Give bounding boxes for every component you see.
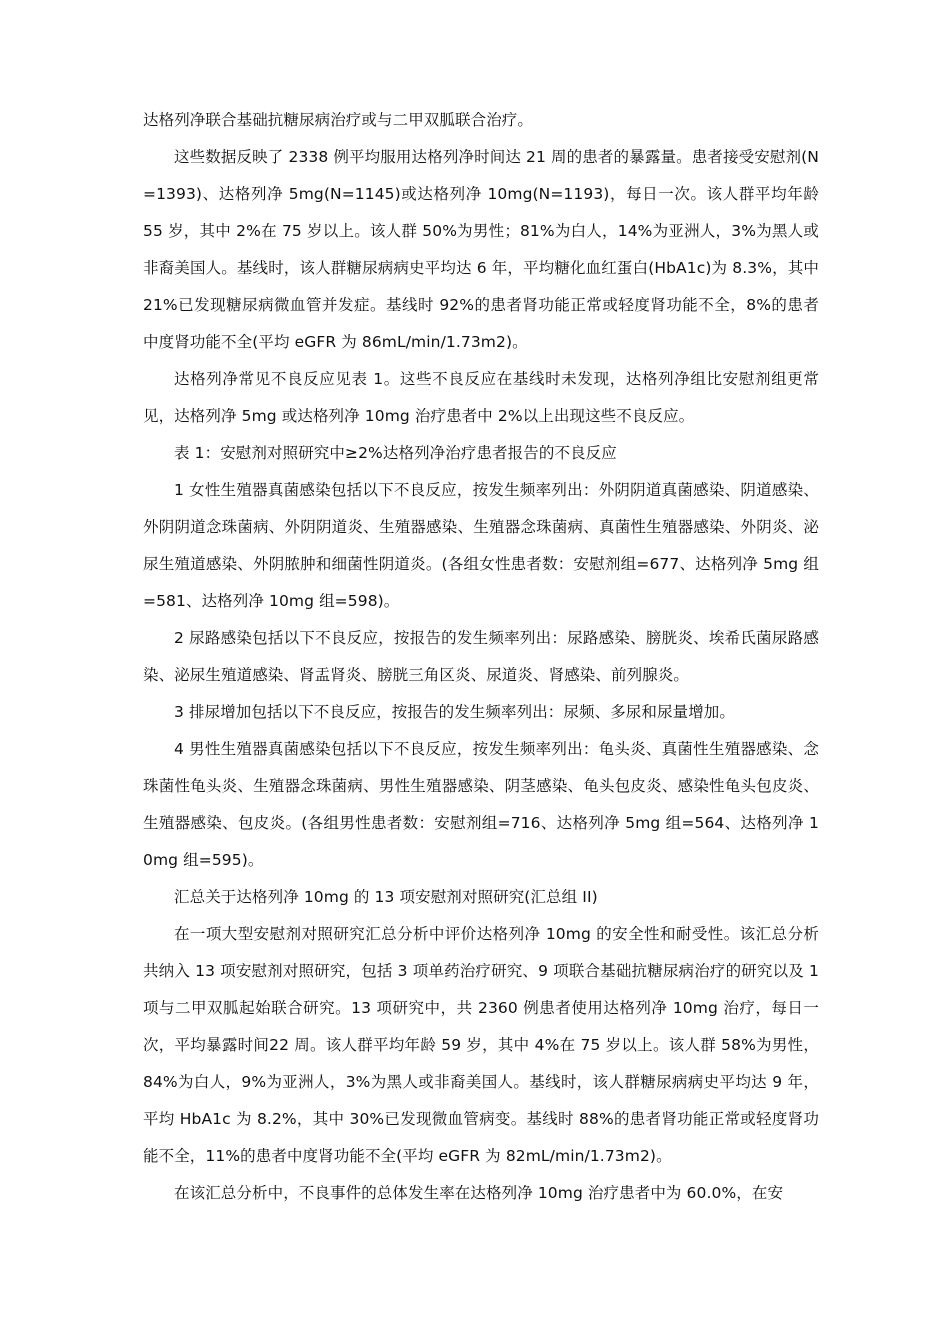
- footnote-3-increased-urination: 3 排尿增加包括以下不良反应，按报告的发生频率列出：尿频、多尿和尿量增加。: [174, 703, 735, 721]
- table-caption: 表 1：安慰剂对照研究中≥2%达格列净治疗患者报告的不良反应: [174, 444, 617, 462]
- footnote-2-urinary-tract-infection: 2 尿路感染包括以下不良反应，按报告的发生频率列出：尿路感染、膀胱炎、埃希氏菌尿路感染、泌尿生殖道感染、肾盂肾炎、膀胱三角区炎、尿道炎、肾感染、前列腺炎。: [143, 629, 819, 684]
- section-heading-pooled-studies: 汇总关于达格列净 10mg 的 13 项安慰剂对照研究(汇总组 II): [174, 888, 598, 906]
- paragraph-common-adverse-reactions: 达格列净常见不良反应见表 1。这些不良反应在基线时未发现，达格列净组比安慰剂组更常见，达格列净 5mg 或达格列净 10mg 治疗患者中 2%以上出现这些不良反应。: [143, 370, 819, 425]
- paragraph-exposure-data: 这些数据反映了 2338 例平均服用达格列净时间达 21 周的患者的暴露量。患者接受安慰剂(N=1393)、达格列净 5mg(N=1145)或达格列净 10mg(N=1193)，每日一次。该人群平均年龄 55 岁，其中 2%在 75 岁以上。该人群 50%为男性；81%为白人，14%为亚洲人，3%为黑人或非裔美国人。基线时，该人群糖尿病病史平均达 6 年，平均糖化血红蛋白(HbA1c)为 8.3%，其中 21%已发现糖尿病微血管并发症。基线时 92%的患者肾功能正常或轻度肾功能不全，8%的患者中度肾功能不全(平均 eGFR 为 86mL/min/1.73m2)。: [143, 148, 819, 351]
- paragraph-pooled-analysis: 在一项大型安慰剂对照研究汇总分析中评价达格列净 10mg 的安全性和耐受性。该汇总分析共纳入 13 项安慰剂对照研究，包括 3 项单药治疗研究、9 项联合基础抗糖尿病治疗的研究以及 1 项与二甲双胍起始联合研究。13 项研究中，共 2360 例患者使用达格列净 10mg 治疗，每日一次，平均暴露时间22 周。该人群平均年龄 59 岁，其中 4%在 75 岁以上。该人群 58%为男性，84%为白人，9%为亚洲人，3%为黑人或非裔美国人。基线时，该人群糖尿病病史平均达 9 年，平均 HbA1c 为 8.2%，其中 30%已发现微血管病变。基线时 88%的患者肾功能正常或轻度肾功能不全，11%的患者中度肾功能不全(平均 eGFR 为 82mL/min/1.73m2)。: [143, 925, 819, 1165]
- document-body: [143, 102, 819, 1212]
- footnote-1-female-genital-infection: 1 女性生殖器真菌感染包括以下不良反应，按发生频率列出：外阴阴道真菌感染、阴道感染、外阴阴道念珠菌病、外阴阴道炎、生殖器感染、生殖器念珠菌病、真菌性生殖器感染、外阴炎、泌尿生殖道感染、外阴脓肿和细菌性阴道炎。(各组女性患者数：安慰剂组=677、达格列净 5mg 组=581、达格列净 10mg 组=598)。: [143, 481, 819, 610]
- footnote-4-male-genital-infection: 4 男性生殖器真菌感染包括以下不良反应，按发生频率列出：龟头炎、真菌性生殖器感染、念珠菌性龟头炎、生殖器念珠菌病、男性生殖器感染、阴茎感染、龟头包皮炎、感染性龟头包皮炎、生殖器感染、包皮炎。(各组男性患者数：安慰剂组=716、达格列净 5mg 组=564、达格列净 10mg 组=595)。: [143, 740, 819, 869]
- paragraph-continuation: 达格列净联合基础抗糖尿病治疗或与二甲双胍联合治疗。: [143, 111, 534, 129]
- paragraph-adverse-event-incidence: 在该汇总分析中，不良事件的总体发生率在达格列净 10mg 治疗患者中为 60.0%，在安: [174, 1184, 784, 1202]
